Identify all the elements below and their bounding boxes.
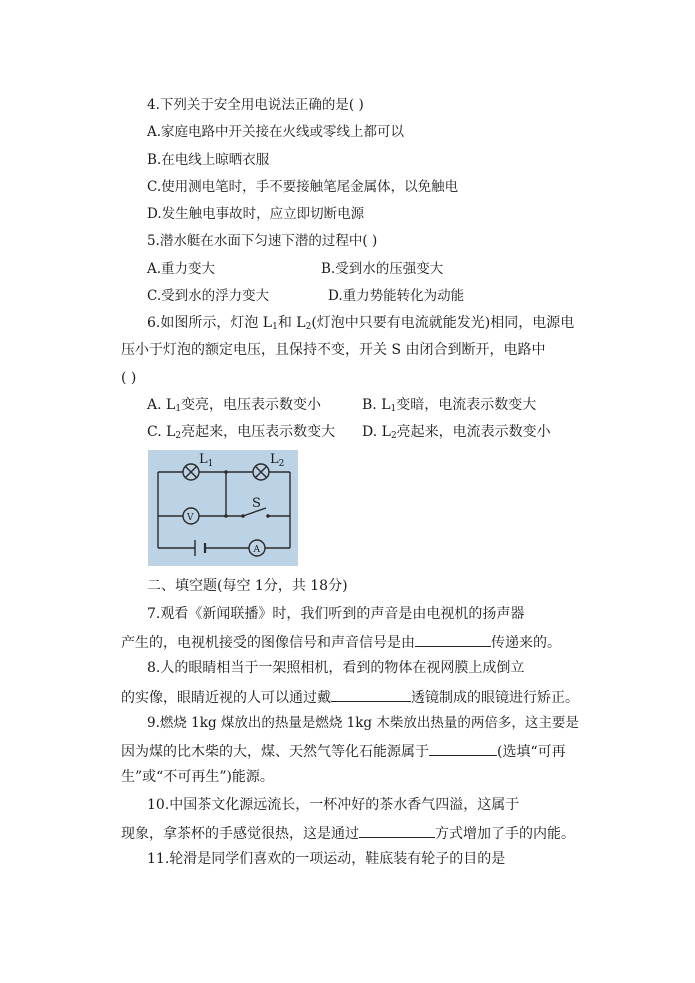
q6-option-a [147,396,321,418]
circuit-diagram [148,450,298,566]
q5-option-c: C.受到水的浮力变大 [147,288,270,304]
q9-line3: 生”或“不可再生”)能源。 [121,769,274,785]
section-title: 二、填空题(每空 1分，共 18分) [147,578,348,594]
q8-line2 [121,687,579,707]
q7-line2 [121,632,561,652]
q5-option-d: D.重力势能转化为动能 [328,288,465,304]
label-l1: $L_1$ [199,452,214,469]
q10-line1: 10.中国茶文化源远流长，一杯冲好的茶水香气四溢，这属于 [147,797,520,813]
q4-option-b: B.在电线上晾晒衣服 [147,152,270,168]
q8-line1: 8.人的眼睛相当于一架照相机，看到的物体在视网膜上成倒立 [147,660,525,676]
q4-option-a: A.家庭电路中开关接在火线或零线上都可以 [147,124,405,140]
q5-stem: 5.潜水艇在水面下匀速下潜的过程中( ) [147,233,378,249]
q7-text: 产生的，电视机接受的图像信号和声音信号是由 [121,635,415,651]
q9-text: (选填“可再 [497,744,566,760]
q6-opt-text: C. L [147,424,176,440]
q10-text: 现象，拿茶杯的手感觉很热，这是通过 [121,826,359,842]
switch-contact [241,514,245,518]
q6-sub: 1 [272,322,278,332]
q8-text: 透镜制成的眼镜进行矫正。 [411,690,579,706]
label-switch: S [252,496,261,511]
q6-opt-text: 亮起来，电压表示数变大 [181,424,336,440]
circuit-svg [148,450,298,566]
q6-line1 [147,314,574,336]
q8-text: 的实像，眼睛近视的人可以通过戴 [121,690,331,706]
label-ammeter: A [253,545,260,555]
label-l2: $L_2$ [270,452,285,469]
q6-opt-text: B. L [362,397,391,413]
q4-stem: 4.下列关于安全用电说法正确的是( ) [147,97,364,113]
q7-text: 传递来的。 [491,635,561,651]
q9-line1: 9.燃烧 1kg 煤放出的热量是燃烧 1kg 木柴放出热量的两倍多，这主要是 [147,715,579,731]
q11-line1: 11.轮滑是同学们喜欢的一项运动，鞋底装有轮子的目的是 [147,851,506,867]
q6-option-b [362,396,536,418]
q6-sub: 2 [305,322,312,332]
q6-option-c [147,423,335,445]
junction-dot [224,514,228,518]
answer-blank[interactable] [429,741,497,756]
q4-option-d: D.发生触电事故时，应立即切断电源 [147,206,365,222]
q6-opt-sub: 2 [390,431,397,441]
q6-opt-sub: 1 [390,404,397,414]
q6-text: (灯泡中只要有电流就能发光)相同，电源电 [311,315,575,331]
junction-dot [224,470,228,474]
q9-line2 [121,741,566,761]
label-voltmeter: V [187,513,194,523]
q5-option-b: B.受到水的压强变大 [321,261,444,277]
q6-opt-sub: 2 [175,431,182,441]
answer-blank[interactable] [359,823,435,838]
q6-opt-text: 变暗，电流表示数变大 [396,397,537,413]
q9-text: 因为煤的比木柴的大，煤、天然气等化石能源属于 [121,744,429,760]
q4-option-c: C.使用测电笔时，手不要接触笔尾金属体，以免触电 [147,179,459,195]
q6-opt-text: A. L [147,397,176,413]
q10-line2 [121,823,575,843]
q6-text: 6.如图所示，灯泡 L [147,315,273,331]
q6-opt-sub: 1 [175,404,182,414]
q6-line2: 压小于灯泡的额定电压，且保持不变，开关 S 由闭合到断开，电路中 [121,342,546,358]
answer-blank[interactable] [331,687,411,702]
q6-line3: ( ) [121,370,137,386]
q6-option-d [362,423,551,445]
answer-blank[interactable] [415,632,491,647]
q7-line1: 7.观看《新闻联播》时，我们听到的声音是由电视机的扬声器 [147,606,525,622]
q6-text: 和 L [277,315,306,331]
q6-opt-text: 亮起来，电流表示数变小 [396,424,551,440]
q10-text: 方式增加了手的内能。 [435,826,575,842]
q6-opt-text: 变亮，电压表示数变小 [181,397,322,413]
q5-option-a: A.重力变大 [147,261,216,277]
switch-contact [266,514,270,518]
q6-opt-text: D. L [362,424,391,440]
